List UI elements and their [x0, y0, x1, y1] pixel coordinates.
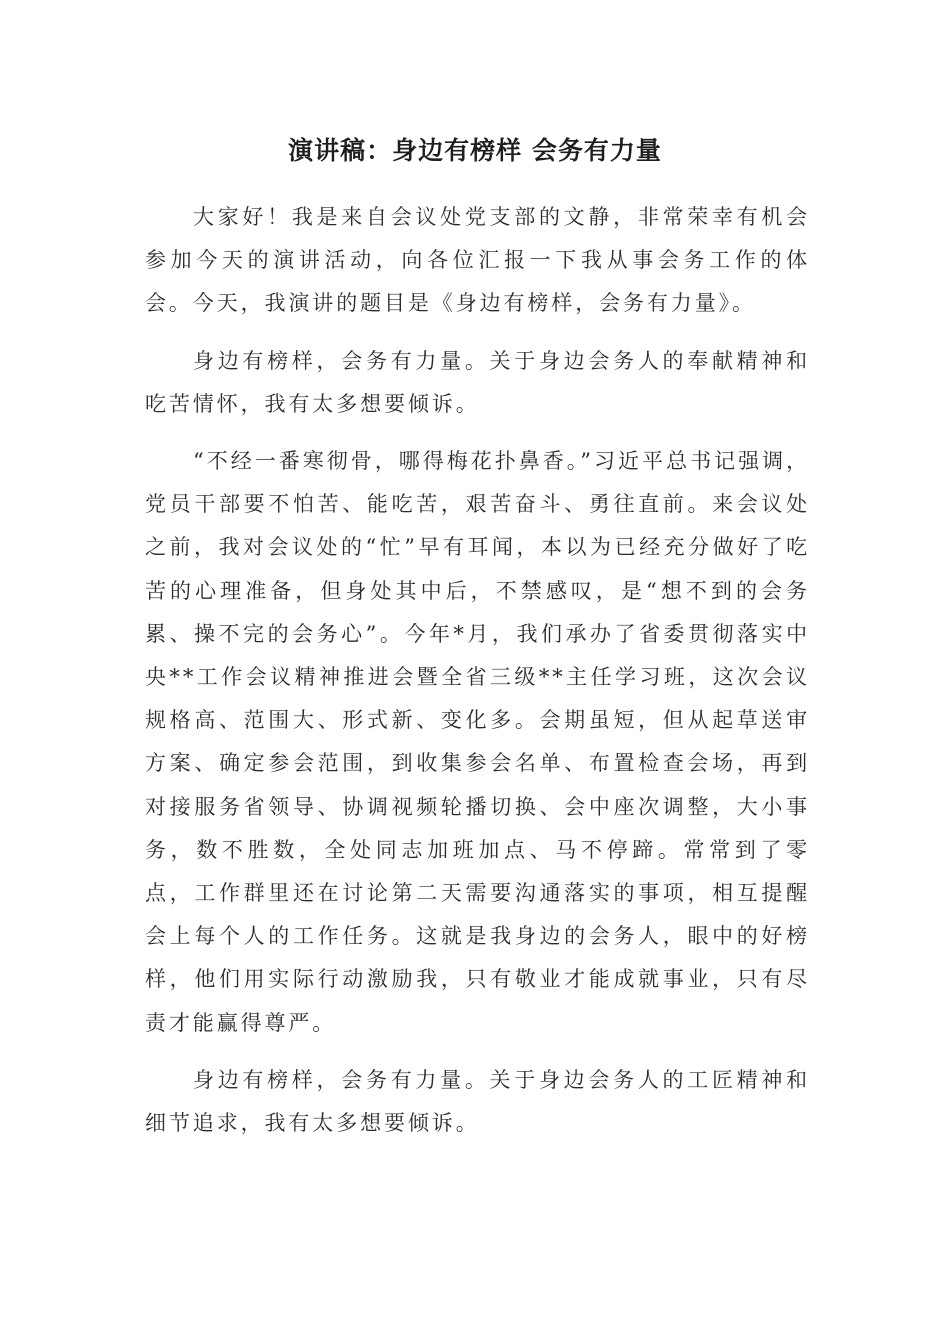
paragraph-greeting: 大家好！我是来自会议处党支部的文静，非常荣幸有机会参加今天的演讲活动，向各位汇报一下我从事会务工作的体会。今天，我演讲的题目是《身边有榜样，会务有力量》。	[145, 205, 810, 316]
document-title: 演讲稿：身边有榜样 会务有力量	[288, 136, 662, 165]
paragraph-dedication: 身边有榜样，会务有力量。关于身边会务人的奉献精神和吃苦情怀，我有太多想要倾诉。	[145, 348, 810, 416]
paragraph-craftsmanship: 身边有榜样，会务有力量。关于身边会务人的工匠精神和细节追求，我有太多想要倾诉。	[145, 1067, 810, 1136]
document-body	[145, 196, 810, 1159]
paragraph-hardship: “不经一番寒彻骨，哪得梅花扑鼻香。”习近平总书记强调，党员干部要不怕苦、能吃苦，艰苦奋斗、勇往直前。来会议处之前，我对会议处的“忙”早有耳闻，本以为已经充分做好了吃苦的心理准备，但身处其中后，不禁感叹，是“想不到的会务累、操不完的会务心”。今年*月，我们承办了省委贯彻落实中央**工作会议精神推进会暨全省三级**主任学习班，这次会议规格高、范围大、形式新、变化多。会期虽短，但从起草送审方案、确定参会范围，到收集参会名单、布置检查会场，再到对接服务省领导、协调视频轮播切换、会中座次调整，大小事务，数不胜数，全处同志加班加点、马不停蹄。常常到了零点，工作群里还在讨论第二天需要沟通落实的事项，相互提醒会上每个人的工作任务。这就是我身边的会务人，眼中的好榜样，他们用实际行动激励我，只有敬业才能成就事业，只有尽责才能赢得尊严。	[145, 449, 810, 1035]
